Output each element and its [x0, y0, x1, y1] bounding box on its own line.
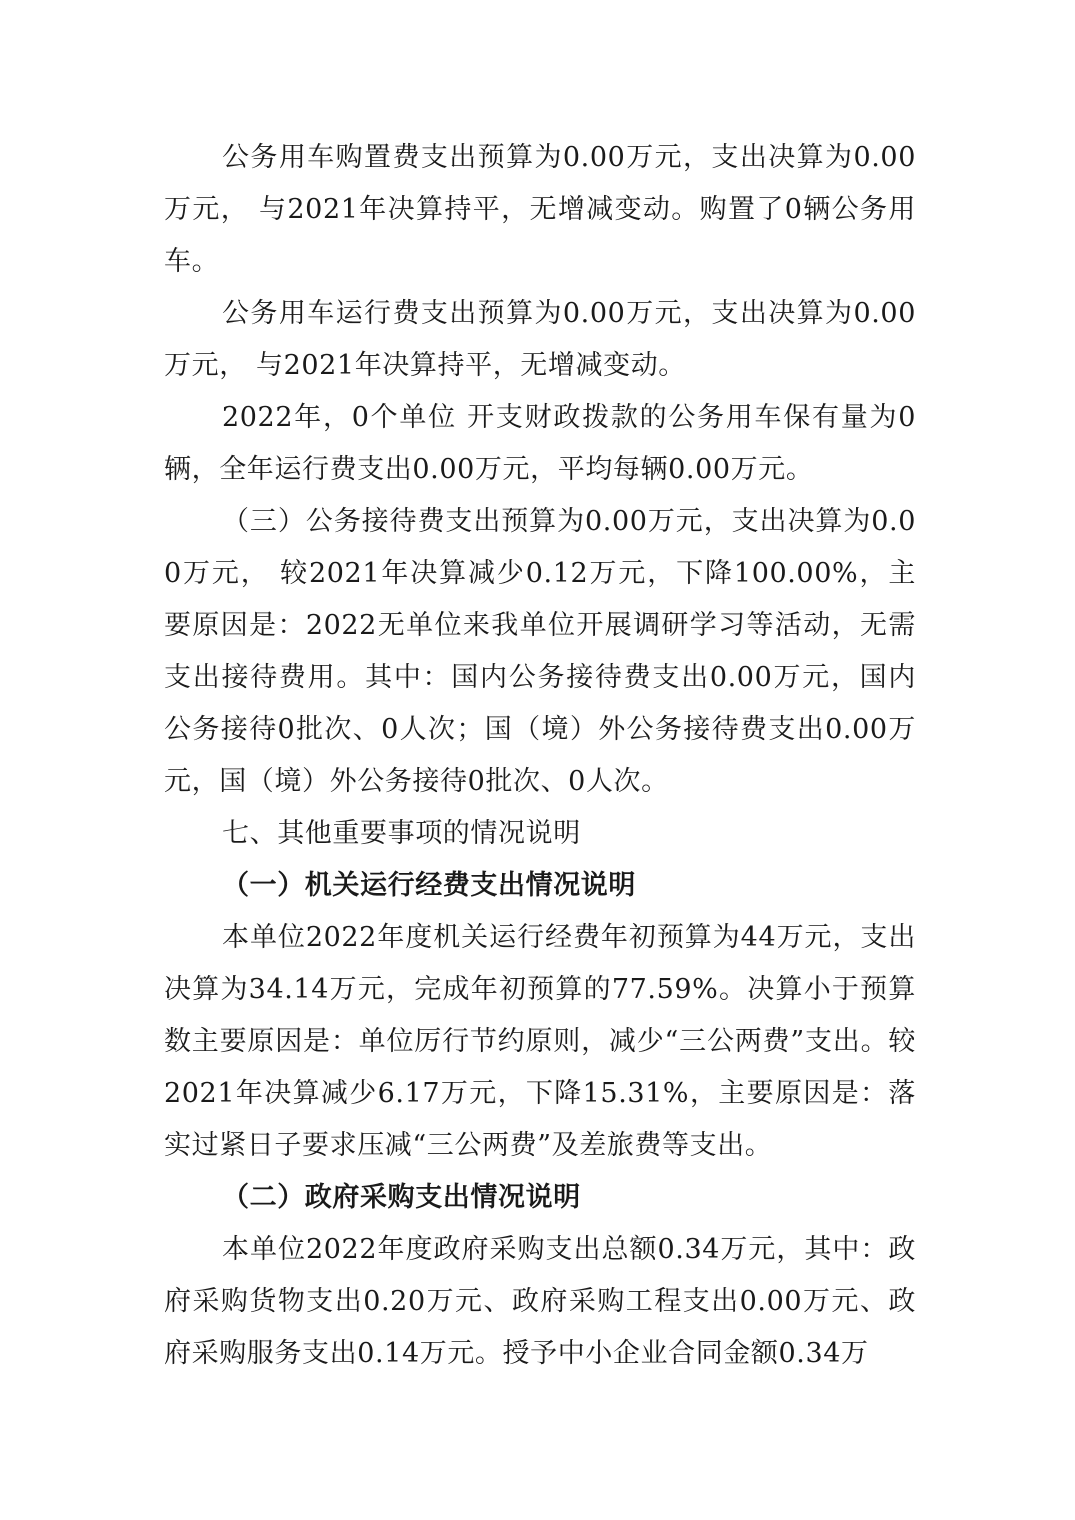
paragraph-vehicle-operation: 公务用车运行费支出预算为0.00万元，支出决算为0.00万元， 与2021年决算持平，无增减变动。 [164, 298, 916, 381]
document-body [164, 132, 916, 1380]
section-heading-other-matters: 七、其他重要事项的情况说明 [222, 818, 581, 849]
subsection-heading-operating-expense: （一）机关运行经费支出情况说明 [222, 870, 636, 901]
paragraph-operating-expense: 本单位2022年度机关运行经费年初预算为44万元，支出决算为34.14万元，完成年初预算的77.59%。决算小于预算数主要原因是：单位厉行节约原则，减少“三公两费”支出。较2021年决算减少6.17万元，下降15.31%，主要原因是：落实过紧日子要求压减“三公两费”及差旅费等支出。 [164, 922, 916, 1161]
paragraph-procurement: 本单位2022年度政府采购支出总额0.34万元，其中：政府采购货物支出0.20万元、政府采购工程支出0.00万元、政府采购服务支出0.14万元。授予中小企业合同金额0.34万 [164, 1234, 916, 1369]
paragraph-reception-expense: （三）公务接待费支出预算为0.00万元，支出决算为0.00万元， 较2021年决算减少0.12万元，下降100.00%，主要原因是：2022无单位来我单位开展调研学习等活动，无需支出接待费用。其中：国内公务接待费支出0.00万元，国内公务接待0批次、0人次；国（境）外公务接待费支出0.00万元，国（境）外公务接待0批次、0人次。 [164, 506, 916, 797]
subsection-heading-procurement: （二）政府采购支出情况说明 [222, 1182, 581, 1213]
paragraph-vehicle-purchase: 公务用车购置费支出预算为0.00万元，支出决算为0.00万元， 与2021年决算持平，无增减变动。购置了0辆公务用车。 [164, 142, 916, 277]
paragraph-vehicle-holdings: 2022年，0个单位 开支财政拨款的公务用车保有量为0辆，全年运行费支出0.00万元，平均每辆0.00万元。 [164, 402, 916, 485]
